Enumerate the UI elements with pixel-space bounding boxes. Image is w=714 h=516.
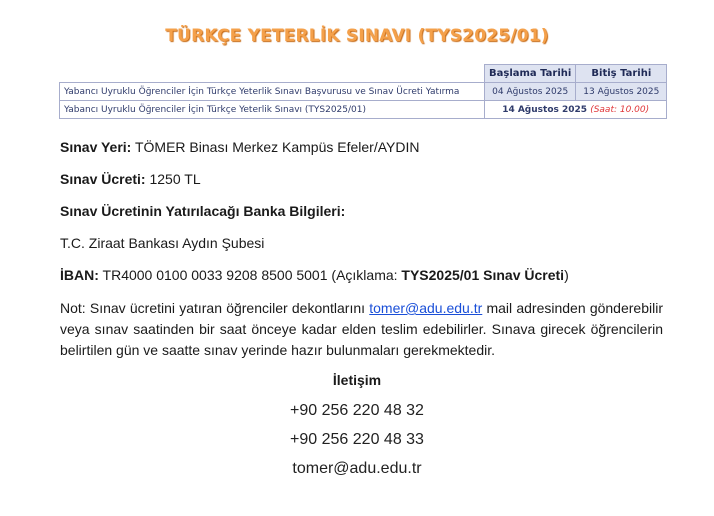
exam-fee-value: 1250 TL <box>149 171 201 187</box>
start-date-cell: 04 Ağustos 2025 <box>485 83 576 101</box>
exam-place-value: TÖMER Binası Merkez Kampüs Efeler/AYDIN <box>134 139 420 155</box>
exam-date: 14 Ağustos 2025 <box>502 104 588 115</box>
contact-email: tomer@adu.edu.tr <box>292 460 422 477</box>
exam-time: (Saat: 10.00) <box>590 104 650 115</box>
table-header-row <box>60 65 667 83</box>
bank-name: T.C. Ziraat Bankası Aydın Şubesi <box>60 235 265 251</box>
bank-info-heading <box>60 203 345 219</box>
table-row <box>60 101 667 119</box>
table-crop-edge <box>59 120 671 124</box>
exam-place-label: Sınav Yeri: <box>60 139 132 155</box>
table-row <box>60 83 667 101</box>
iban-desc-value: TYS2025/01 Sınav Ücreti <box>401 267 565 283</box>
contact-phone-2: +90 256 220 48 33 <box>290 431 424 448</box>
end-date-header: Bitiş Tarihi <box>576 65 667 83</box>
iban-line <box>60 267 569 283</box>
note-text-before: Not: Sınav ücretini yatıran öğrenciler dekontlarını <box>60 300 370 316</box>
iban-desc-open: (Açıklama: <box>331 267 402 283</box>
exam-place-line <box>60 139 419 155</box>
exam-fee-label: Sınav Ücreti: <box>60 171 146 187</box>
iban-value: TR4000 0100 0033 9208 8500 5001 <box>102 267 328 283</box>
note-email-link[interactable]: tomer@adu.edu.tr <box>369 300 483 316</box>
schedule-table <box>59 64 667 119</box>
iban-label: İBAN: <box>60 267 99 283</box>
exam-fee-line <box>60 171 201 187</box>
document-title: TÜRKÇE YETERLİK SINAVI (TYS2025/01) <box>165 26 549 46</box>
end-date-cell: 13 Ağustos 2025 <box>576 83 667 101</box>
note-paragraph <box>60 298 663 361</box>
contact-heading: İletişim <box>332 372 382 388</box>
bank-info-label: Sınav Ücretinin Yatırılacağı Banka Bilgileri: <box>60 203 346 219</box>
event-cell: Yabancı Uyruklu Öğrenciler İçin Türkçe Yeterlik Sınavı Başvurusu ve Sınav Ücreti Yatırma <box>60 83 485 101</box>
start-date-header: Başlama Tarihi <box>485 65 576 83</box>
table-header-empty <box>60 65 485 83</box>
iban-desc-close: ) <box>564 267 569 283</box>
note-text-after: mail adresinden gönderebilir veya sınav saatinden bir saat önceye kadar elden teslim edebilirler. Sınava girecek öğrencilerin belirtilen gün ve saatte sınav yerinde hazır bulunmaları gerekmektedir. <box>60 300 663 358</box>
event-cell: Yabancı Uyruklu Öğrenciler İçin Türkçe Yeterlik Sınavı (TYS2025/01) <box>60 101 485 119</box>
contact-phone-1: +90 256 220 48 32 <box>290 402 424 419</box>
exam-date-cell <box>485 101 667 119</box>
